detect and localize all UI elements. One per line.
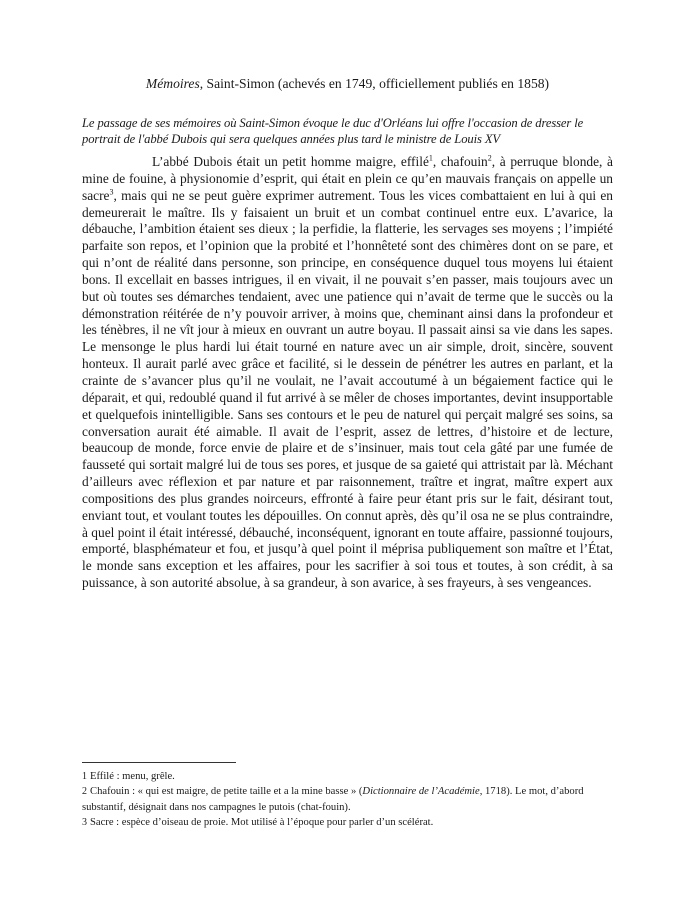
footnote-number: 1 <box>82 771 87 782</box>
footnotes <box>82 769 614 830</box>
footnote-ref-1[interactable]: 1 <box>428 153 433 163</box>
footnote-source-title: Dictionnaire de l’Académie <box>362 786 480 798</box>
footnote-ref-2[interactable]: 2 <box>487 153 492 163</box>
footnote-3 <box>82 815 614 830</box>
footnote-number: 2 <box>82 786 87 798</box>
footnote-text: Chafouin : « qui est maigre, de petite taille et a la mine basse » ( <box>90 786 363 798</box>
text-segment: , à perruque blonde, à mine de fouine, à physionomie d’esprit, qui était en plein ce qu’en mauvais français on appelle un sacre <box>82 154 613 203</box>
document-title <box>0 75 695 93</box>
footnote-text: Effilé : menu, grêle. <box>90 771 175 782</box>
footnote-separator <box>82 762 236 763</box>
main-paragraph <box>82 154 613 592</box>
footnote-1 <box>82 769 614 784</box>
footnote-text: , 1718). Le mot, d’abord substantif, désignait dans nos campagnes le putois (chat-fouin). <box>82 786 584 813</box>
text-segment: L’abbé Dubois était un petit homme maigre, effilé <box>152 154 429 169</box>
footnote-2 <box>82 784 614 815</box>
footnote-ref-3[interactable]: 3 <box>109 187 114 197</box>
footnote-text: Sacre : espèce d’oiseau de proie. Mot utilisé à l’époque pour parler d’un scélérat. <box>90 816 434 828</box>
text-segment: , chafouin <box>432 154 488 169</box>
title-author-dates: , Saint-Simon (achevés en 1749, officiellement publiés en 1858) <box>199 76 550 91</box>
text-segment: , mais qui ne se peut guère exprimer autrement. Tous les vices combattaient en lui à qui en demeurerait le maître. Ils y faisaient un bruit et un combat continuel entre eux. L’avarice, la débauche, l’ambition étaient ses dieux ; la perfidie, la flatterie, les servages ses moyens ; l’impiété parfaite son repos, et l’opinion que la probité et l’honnêteté sont des chimères dont on se pare, et qui n’ont de réalité dans personne, son principe, en conséquence duquel tous moyens lui étaient bons. Il excellait en basses intrigues, il en vivait, il ne pouvait s’en passer, mais toujours avec un but où toutes ses démarches tendaient, avec une patience qui n’avait de terme que le succès ou la démonstration réitérée de n’y pouvoir arriver, à moins que, cheminant ainsi dans la profondeur et les ténèbres, il ne vît jour à mieux en ouvrant un autre boyau. Il passait ainsi sa vie dans les sapes. Le mensonge le plus hardi lui était tourné en nature avec un air simple, droit, sincère, souvent honteux. Il aurait parlé avec grâce et facilité, si le dessein de pénétrer les autres en parlant, et la crainte de s’avancer plus qu’il ne voulait, ne l’avait accoutumé à un bégaiement factice qui le déparait, et qui, redoublé quand il fut arrivé à se mêler de choses importantes, devint insupportable et quelquefois inintelligible. Sans ses contours et le peu de naturel qui perçait malgré ses soins, sa conversation aurait été aimable. Il avait de l’esprit, assez de lettres, d’histoire et de lecture, beaucoup de monde, force envie de plaire et de s’insinuer, mais tout cela gâté par une fumée de fausseté qui sortait malgré lui de tous ses pores, et jusque de sa gaieté qui attristait par là. Méchant d’ailleurs avec réflexion et par nature et par raisonnement, traître et ingrat, maître expert aux compositions des plus grandes noirceurs, effronté à faire peur étant pris sur le fait, désirant tout, enviant tout, et voulant toutes les dépouilles. On connut après, dès qu’il osa ne se plus contraindre, à quel point il était intéressé, débauché, inconséquent, ignorant en toute affaire, passionné toujours, emporté, blasphémateur et fou, et jusqu’à quel point il méprisa publiquement son maître et l’État, le monde sans exception et les affaires, pour les sacrifier à soi tous et toutes, à son crédit, à sa puissance, à son autorité absolue, à sa grandeur, à son avarice, à ses frayeurs, à ses vengeances. <box>82 187 613 591</box>
footnote-number: 3 <box>82 816 87 828</box>
title-work: Mémoires <box>145 76 200 91</box>
intro-paragraph: Le passage de ses mémoires où Saint-Simon évoque le duc d'Orléans lui offre l'occasion de dresser le portrait de l'abbé Dubois qui sera quelques années plus tard le ministre de Louis XV <box>82 116 584 146</box>
